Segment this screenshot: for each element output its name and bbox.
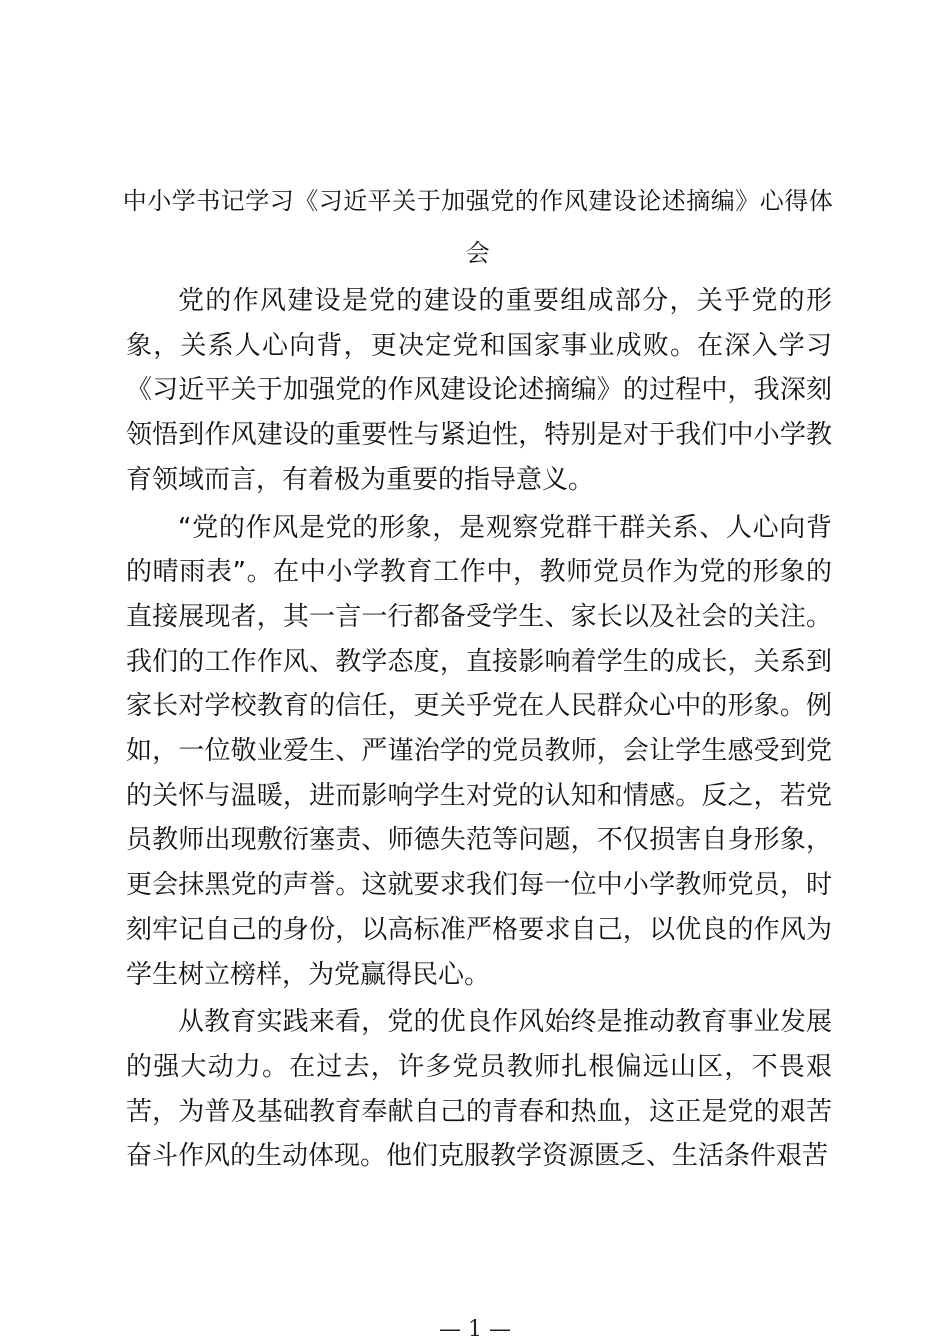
page-number: — 1 — — [439, 1317, 511, 1342]
document-body — [122, 175, 834, 1179]
paragraph-1: 党的作风建设是党的建设的重要组成部分，关乎党的形象，关系人心向背，更决定党和国家事业成败。在深入学习《习近平关于加强党的作风建设论述摘编》的过程中，我深刻领悟到作风建设的重要性与紧迫性，特别是对于我们中小学教育领域而言，有着极为重要的指导意义。 — [126, 286, 832, 495]
paragraph-3: 从教育实践来看，党的优良作风始终是推动教育事业发展的强大动力。在过去，许多党员教师扎根偏远山区，不畏艰苦，为普及基础教育奉献自己的青春和热血，这正是党的艰苦奋斗作风的生动体现。他们克服教学资源匮乏、生活条件艰苦 — [126, 1007, 832, 1172]
paragraph-2: “党的作风是党的形象，是观察党群干群关系、人心向背的晴雨表”。在中小学教育工作中，教师党员作为党的形象的直接展现者，其一言一行都备受学生、家长以及社会的关注。我们的工作作风、教学态度，直接影响着学生的成长，关系到家长对学校教育的信任，更关乎党在人民群众心中的形象。例如，一位敬业爱生、严谨治学的党员教师，会让学生感受到党的关怀与温暖，进而影响学生对党的认知和情感。反之，若党员教师出现敷衍塞责、师德失范等问题，不仅损害自身形象，更会抹黑党的声誉。这就要求我们每一位中小学教师党员，时刻牢记自己的身份，以高标准严格要求自己，以优良的作风为学生树立榜样，为党赢得民心。 — [126, 512, 832, 990]
document-title: 中小学书记学习《习近平关于加强党的作风建设论述摘编》心得体会 — [122, 187, 834, 267]
